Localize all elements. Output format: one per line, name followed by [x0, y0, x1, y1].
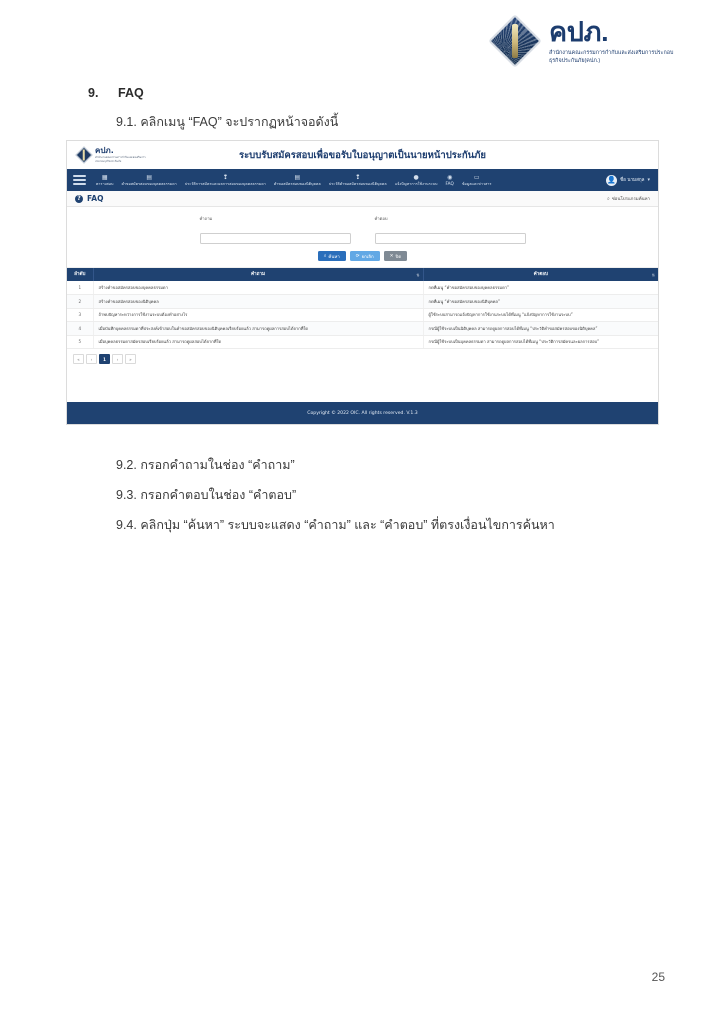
sort-icon: ⇅	[651, 272, 655, 277]
nav-item-individual-application[interactable]	[118, 175, 181, 186]
user-avatar-icon: 👤	[607, 176, 616, 184]
app-page-title: FAQ	[87, 194, 104, 203]
column-header-question[interactable]	[93, 268, 423, 281]
close-icon: ✕	[389, 253, 394, 259]
logo-abbreviation: คปภ.	[549, 16, 609, 47]
cancel-button-label: ยกเลิก	[361, 254, 374, 260]
chat-icon: ●	[413, 173, 419, 181]
pagination	[67, 349, 658, 370]
app-page-header	[67, 191, 658, 207]
cell-no: 2	[67, 295, 93, 309]
app-footer: Copyright © 2022 OIC. All rights reserved. V.1.3	[67, 402, 658, 424]
table-header-row	[67, 268, 658, 281]
embedded-app-screenshot	[66, 140, 659, 425]
app-system-title: ระบบรับสมัครสอบเพื่อขอรับใบอนุญาตเป็นนายหน้าประกันภัย	[238, 149, 487, 161]
nav-item-label: FAQ	[445, 180, 454, 186]
question-input[interactable]	[200, 233, 351, 244]
calendar-icon: ▦	[101, 173, 108, 181]
app-logo-abbreviation: คปภ.	[95, 145, 114, 155]
column-header-question-label: คำถาม	[250, 272, 266, 277]
cell-question: สร้างคำขอสมัครสอบของบุคคลธรรมดา	[93, 281, 423, 295]
info-icon: ❢	[222, 173, 228, 181]
question-mark-icon: ?	[75, 195, 83, 203]
toggle-search-link[interactable]	[607, 195, 650, 202]
cell-answer: กดที่เมนู “คำขอสมัครสอบของนิติบุคคล”	[423, 295, 658, 309]
cell-no: 5	[67, 335, 93, 349]
step-9-2: 9.2. กรอกคำถามในช่อง “คำถาม”	[116, 458, 295, 472]
logo-subtitle: สำนักงานคณะกรรมการกำกับและส่งเสริมการประกอบธุรกิจประกันภัย(คปภ.)	[549, 49, 674, 64]
question-field-group	[200, 215, 351, 244]
section-number: 9.	[88, 86, 99, 100]
nav-item-corporate-history[interactable]	[325, 175, 391, 186]
app-logo	[75, 147, 147, 164]
step-9-3: 9.3. กรอกคำตอบในช่อง “คำตอบ”	[116, 488, 297, 502]
pagination-page-1[interactable]: 1	[99, 354, 110, 364]
hamburger-icon[interactable]	[73, 175, 86, 185]
sort-icon: ⇅	[416, 272, 420, 277]
table-row[interactable]	[67, 335, 658, 349]
toggle-search-label: ซ่อนโปรแกรมค้นหา	[611, 197, 650, 202]
oic-diamond-icon	[488, 14, 542, 68]
pagination-next[interactable]: ›	[112, 354, 123, 364]
table-row[interactable]	[67, 281, 658, 295]
question-icon: ◉	[447, 173, 453, 181]
column-header-no[interactable]: ลำดับ	[67, 268, 93, 281]
cell-question: ถ้าพบปัญหาระหว่างการใช้งานระบบต้องทำอย่างไร	[93, 308, 423, 322]
nav-item-label: คำขอสมัครสอบของนิติบุคคล	[273, 181, 321, 186]
nav-item-individual-history[interactable]	[181, 175, 270, 186]
pagination-last[interactable]: »	[125, 354, 136, 364]
document-logo	[488, 14, 681, 68]
cell-no: 3	[67, 308, 93, 322]
search-panel	[67, 207, 658, 268]
search-icon: ⌕	[323, 254, 327, 259]
cell-no: 1	[67, 281, 93, 295]
section-title: FAQ	[118, 86, 144, 100]
search-button[interactable]	[318, 251, 346, 261]
answer-field-group	[375, 215, 526, 244]
nav-item-news[interactable]	[458, 175, 496, 186]
close-button-label: ปิด	[395, 254, 402, 260]
refresh-icon: ⟳	[355, 253, 360, 259]
oic-diamond-icon-small	[75, 147, 92, 164]
table-row[interactable]	[67, 308, 658, 322]
nav-item-label: คำขอสมัครสอบของบุคคลธรรมดา	[121, 181, 177, 186]
cell-answer: กรณีผู้ใช้ระบบเป็นบุคคลธรรมดา สามารถดูผลการสอบได้ที่เมนู “ประวัติการสมัครและผลการสอบ”	[423, 335, 658, 349]
nav-item-label: ประวัติคำขอสมัครสอบของนิติบุคคล	[328, 181, 387, 186]
pagination-prev[interactable]: ‹	[86, 354, 97, 364]
nav-item-label: ข้อมูลและข่าวสาร	[461, 181, 492, 186]
table-row[interactable]	[67, 295, 658, 309]
nav-item-label: ประวัติการสมัครและผลการสอบของบุคคลธรรมดา	[184, 181, 266, 186]
news-icon: ▭	[473, 173, 480, 181]
search-button-label: ค้นหา	[328, 254, 340, 260]
user-name-label: ชื่อ นามสกุล	[619, 177, 645, 183]
answer-field-label: คำตอบ	[374, 216, 388, 221]
search-icon: ⌕	[607, 195, 610, 202]
table-row[interactable]	[67, 322, 658, 336]
column-header-answer-label: คำตอบ	[533, 272, 548, 277]
answer-input[interactable]	[375, 233, 526, 244]
nav-item-faq[interactable]	[442, 175, 458, 186]
cell-question: เมื่อบุคคลธรรมดาสมัครสอบเรียบร้อยแล้ว สามารถดูผลสอบได้จากที่ใด	[93, 335, 423, 349]
nav-item-report-issue[interactable]	[391, 175, 442, 186]
cell-answer: ผู้ใช้ระบบสามารถแจ้งปัญหาการใช้งานระบบได้ที่เมนู “แจ้งปัญหาการใช้งานระบบ”	[423, 308, 658, 322]
cell-no: 4	[67, 322, 93, 336]
step-9-4: 9.4. คลิกปุ่ม “ค้นหา” ระบบจะแสดง “คำถาม” และ “คำตอบ” ที่ตรงเงื่อนไขการค้นหา	[116, 518, 555, 532]
cell-answer: กรณีผู้ใช้ระบบเป็นนิติบุคคล สามารถดูผลการสอบได้ที่เมนู “ประวัติคำขอสมัครสอบของนิติบุคคล”	[423, 322, 658, 336]
cell-question: เมื่อบันทึกบุคคลธรรมดาที่ประสงค์เข้าสอบในคำขอสมัครสอบของนิติบุคคลเรียบร้อยแล้ว สามารถดูผลการสอบได้จากที่ใด	[93, 322, 423, 336]
user-account-menu[interactable]	[606, 175, 652, 186]
cell-answer: กดที่เมนู “คำขอสมัครสอบของบุคคลธรรมดา”	[423, 281, 658, 295]
close-button[interactable]	[384, 251, 408, 261]
faq-table	[67, 268, 658, 349]
file-icon: ▤	[294, 173, 301, 181]
app-brand-bar	[67, 141, 658, 169]
app-navigation-bar	[67, 169, 658, 191]
chevron-down-icon: ▾	[647, 177, 650, 183]
nav-item-label: แจ้งปัญหาการใช้งานระบบ	[394, 181, 438, 186]
cell-question: สร้างคำขอสมัครสอบของนิติบุคคล	[93, 295, 423, 309]
pagination-first[interactable]: «	[73, 354, 84, 364]
column-header-answer[interactable]	[423, 268, 658, 281]
file-icon: ▤	[146, 173, 152, 181]
cancel-button[interactable]	[350, 251, 380, 261]
section-heading	[88, 86, 144, 100]
page-number: 25	[651, 970, 665, 984]
nav-item-label: ตารางสอบ	[96, 181, 114, 186]
info-icon: ❢	[355, 173, 361, 181]
question-field-label: คำถาม	[199, 216, 213, 221]
step-9-1: 9.1. คลิกเมนู “FAQ” จะปรากฏหน้าจอดังนี้	[116, 115, 339, 129]
nav-item-corporate-application[interactable]	[270, 175, 325, 186]
nav-item-exam-schedule[interactable]	[92, 175, 118, 186]
app-logo-subtitle: สำนักงานคณะกรรมการกำกับและส่งเสริมการประกอบธุรกิจประกันภัย	[95, 155, 146, 163]
